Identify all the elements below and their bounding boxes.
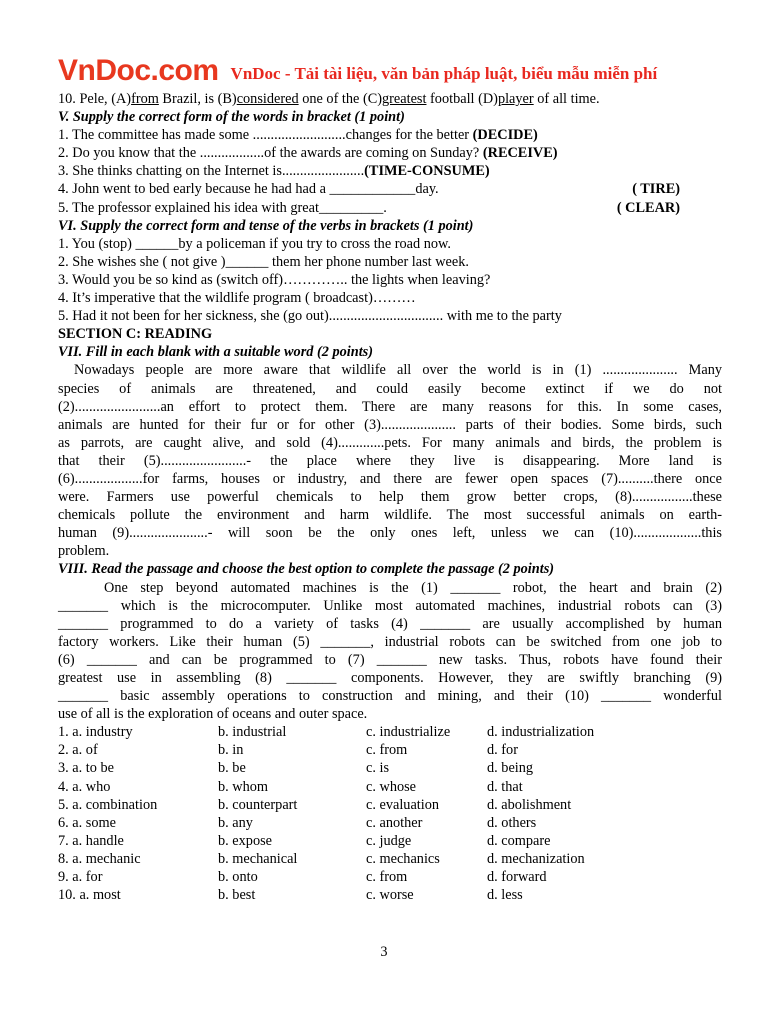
text-segment: b. expose	[218, 832, 272, 849]
text-segment: greatest	[382, 91, 427, 107]
section-c-title: SECTION C: READING	[58, 326, 213, 343]
text-segment: b. be	[218, 760, 246, 777]
text-segment: ( TIRE)	[632, 181, 680, 198]
list-item	[58, 162, 722, 180]
text-segment: d. others	[487, 814, 537, 831]
text-segment: _______ basic assembly operations to construction and mining, and their (10) _______ wonderful	[58, 688, 722, 705]
text-segment: d. forward	[487, 869, 547, 886]
list-item	[58, 126, 722, 144]
text-segment: (RECEIVE)	[482, 145, 558, 162]
text-segment: d. being	[487, 760, 534, 777]
text-segment: as parrots, are caught alive, and sold (4).............pets. For many animals and birds, the problem is	[58, 434, 722, 451]
text-segment: c. whose	[366, 778, 417, 795]
text-segment: animals are hunted for their fur or for other (3)..................... parts of their bodies. Some birds, such	[58, 416, 722, 433]
text-segment: c. industrialize	[366, 724, 451, 741]
text-segment: 10. a. most	[58, 887, 121, 904]
text-segment: ( CLEAR)	[616, 199, 680, 216]
list-item: 5. Had it not been for her sickness, she (go out)................................ with me to the party	[58, 308, 562, 325]
text-segment: b. in	[218, 742, 244, 759]
text-segment: 7. a. handle	[58, 832, 124, 849]
text-segment: d. industrialization	[487, 724, 595, 741]
text-segment: 2. a. of	[58, 742, 98, 759]
text-segment: 5. The professor explained his idea with great_________.	[58, 199, 387, 216]
text-segment: c. another	[366, 814, 423, 831]
list-item: 1. You (stop) ______by a policeman if you try to cross the road now.	[58, 235, 451, 252]
text-segment: football (D)	[426, 91, 498, 107]
text-segment: c. judge	[366, 832, 412, 849]
page-number: 3	[380, 944, 388, 960]
section-8-passage	[58, 579, 722, 724]
text-segment: 1. a. industry	[58, 724, 133, 741]
text-segment: (DECIDE)	[472, 127, 538, 144]
text-segment: 3. She thinks chatting on the Internet is.......................	[58, 163, 365, 180]
text-segment: were. Farmers use powerful chemicals to help them grow better crops, (8).................these	[58, 489, 722, 506]
text-segment: human (9)......................- will soon be the only ones left, unless we can (10)...................this	[58, 525, 722, 542]
section-7-passage	[58, 361, 722, 560]
text-segment: Nowadays people are more aware that wildlife all over the world is in (1) ..................... Many	[74, 362, 722, 379]
text-segment: 6. a. some	[58, 814, 116, 831]
text-segment: (6)...................for farms, houses or industry, and there are fewer open spaces (7)..........there once	[58, 470, 722, 487]
text-segment: b. mechanical	[218, 850, 298, 867]
text-segment: 4. a. who	[58, 778, 111, 795]
text-segment: c. from	[366, 869, 408, 886]
text-segment: 10. Pele, (A)	[58, 91, 132, 107]
section-6-heading: VI. Supply the correct form and tense of the verbs in brackets (1 point)	[58, 217, 474, 234]
text-segment: c. evaluation	[366, 796, 440, 813]
question-10	[58, 90, 722, 108]
text-segment: c. is	[366, 760, 390, 777]
text-segment: d. that	[487, 778, 523, 795]
text-segment: d. compare	[487, 832, 551, 849]
text-segment: considered	[236, 91, 299, 107]
list-item: 3. Would you be so kind as (switch off)………….. the lights when leaving?	[58, 271, 491, 288]
text-segment: b. whom	[218, 778, 269, 795]
text-segment: 4. John went to bed early because he had had a ____________day.	[58, 181, 439, 198]
text-segment: (6) _______ and can be programmed to (7) _______ new tasks. Thus, robots have found their	[58, 651, 722, 668]
text-segment: of all time.	[533, 91, 600, 107]
text-segment: (TIME-CONSUME)	[364, 163, 490, 180]
list-item	[58, 180, 722, 198]
text-segment: that their (5)........................- the place where they live is disappearing. More land is	[58, 452, 722, 469]
section-8-heading: VIII. Read the passage and choose the best option to complete the passage (2 points)	[58, 561, 555, 578]
list-item: 4. It’s imperative that the wildlife program ( broadcast)………	[58, 290, 416, 307]
text-segment: 5. a. combination	[58, 796, 158, 813]
text-segment: player	[497, 91, 534, 107]
text-segment: b. industrial	[218, 724, 287, 741]
page-header	[58, 40, 722, 86]
header-tagline: VnDoc - Tải tài liệu, văn bản pháp luật, biểu mẫu miễn phí	[230, 64, 658, 83]
text-segment: 1. The committee has made some ..........................changes for the better	[58, 127, 473, 144]
document-page	[58, 40, 722, 904]
answer-options	[58, 723, 722, 904]
text-segment: d. abolishment	[487, 796, 572, 813]
text-segment: b. best	[218, 887, 256, 904]
text-segment: 2. Do you know that the ..................of the awards are coming on Sunday?	[58, 145, 483, 162]
text-segment: c. from	[366, 742, 408, 759]
text-segment: chemicals pollute the environment and harm wildlife. The most successful animals on earth-	[58, 507, 722, 524]
text-segment: b. any	[218, 814, 253, 831]
list-item	[58, 199, 722, 217]
text-segment: use of all is the exploration of oceans and outer space.	[58, 706, 368, 723]
text-segment: c. mechanics	[366, 850, 440, 867]
text-segment: .com	[150, 54, 219, 87]
text-segment: 8. a. mechanic	[58, 850, 141, 867]
text-segment: problem.	[58, 543, 110, 560]
text-segment: b. counterpart	[218, 796, 298, 813]
section-7-heading: VII. Fill in each blank with a suitable word (2 points)	[58, 344, 373, 361]
text-segment: d. less	[487, 887, 523, 904]
text-segment: species of animals are threatened, and could easily become extinct if we do not	[58, 380, 722, 397]
text-segment: greatest use in assembling (8) _______ components. However, they are swiftly branching (9)	[58, 670, 722, 686]
text-segment: VnDoc	[58, 54, 151, 87]
vndoc-logo[interactable]	[58, 56, 219, 86]
text-segment: 9. a. for	[58, 869, 103, 886]
text-segment: _______ programmed to do a variety of tasks (4) _______ are usually accomplished by human	[58, 615, 722, 632]
text-segment: One step beyond automated machines is the (1) _______ robot, the heart and brain (2)	[104, 579, 722, 596]
text-segment: c. worse	[366, 887, 414, 904]
text-segment: (2)........................an effort to protect them. There are many reasons for this. In some cases,	[58, 398, 722, 415]
list-item	[58, 144, 722, 162]
list-item: 2. She wishes she ( not give )______ them her phone number last week.	[58, 253, 469, 270]
text-segment: d. mechanization	[487, 850, 585, 867]
text-segment: 3. a. to be	[58, 760, 114, 777]
text-segment: _______ which is the microcomputer. Unlike most automated machines, industrial robots can (3)	[58, 597, 722, 614]
text-segment: d. for	[487, 742, 518, 759]
text-segment: b. onto	[218, 869, 258, 886]
section-5-heading: V. Supply the correct form of the words in bracket (1 point)	[58, 109, 405, 126]
text-segment: factory workers. Like their human (5) _______, industrial robots can be switched from one job to	[58, 633, 722, 650]
text-segment: one of the (C)	[298, 91, 382, 107]
text-segment: from	[131, 91, 159, 107]
text-segment: Brazil, is (B)	[158, 91, 237, 107]
